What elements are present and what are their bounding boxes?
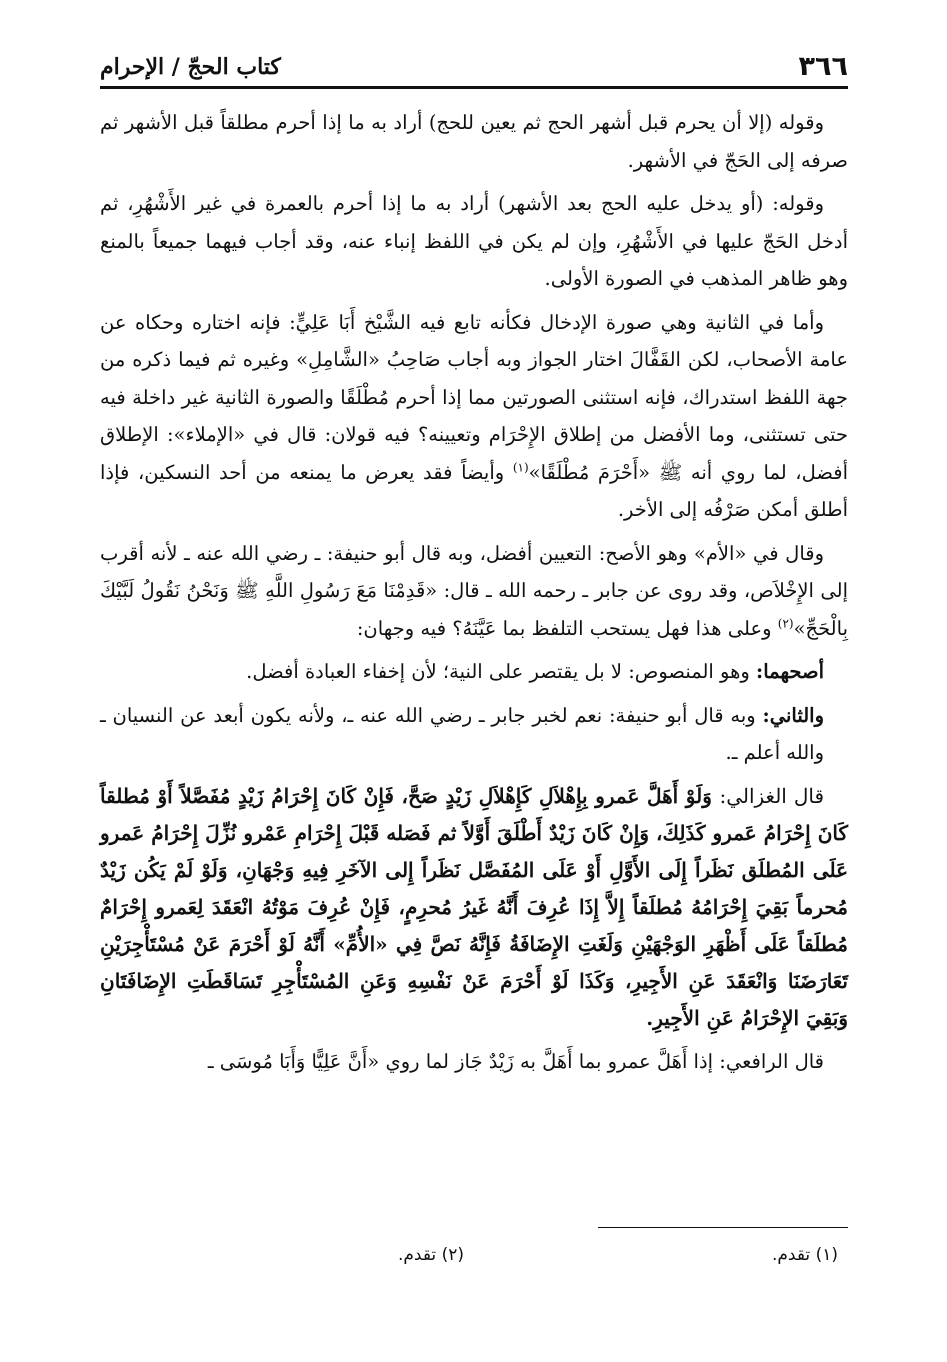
footnotes	[100, 1240, 848, 1270]
rafii-commentary-lead: قال الرافعي:	[719, 1049, 824, 1073]
page-number: ٣٦٦	[798, 51, 848, 82]
footnote-ref-1: (١)	[512, 460, 529, 474]
opinion-second-lead: والثاني:	[762, 703, 824, 727]
paragraph-3-text-b: وأيضاً فقد يعرض ما يمنعه من أحد النسكين، فإذا أطلق أمكن صَرْفُه إلى الأخر.	[100, 460, 848, 521]
ghazali-quote	[100, 778, 848, 1037]
running-title: كتاب الحجّ / الإحرام	[100, 54, 281, 80]
paragraph-4-text-a: وقال في «الأم» وهو الأصح: التعيين أفضل، وبه قال أبو حنيفة: ـ رضي الله عنه ـ لأنه أقرب إلى الإِخْلاَص، وقد روى عن جابر ـ رحمه الله ـ قال: «قَدِمْنَا مَعَ رَسُولِ اللَّهِ ﷺ وَنَحْنُ نَقُولُ لَبَّيْكَ بِالْحَجِّ»	[100, 541, 848, 640]
page-header	[100, 42, 848, 89]
opinion-second-text: وبه قال أبو حنيفة: نعم لخبر جابر ـ رضي الله عنه ـ، ولأنه يكون أبعد عن النسيان ـ والله أعلم ـ.	[100, 703, 824, 764]
footnote-ref-2: (٢)	[777, 616, 794, 630]
paragraph-1: وقوله (إلا أن يحرم قبل أشهر الحج ثم يعين للحج) أراد به ما إذا أحرم مطلقاً قبل الأشهر ثم صرفه إلى الحَجّ في الأشهر.	[100, 111, 848, 172]
main-text	[100, 104, 848, 1086]
footnote-divider	[598, 1227, 848, 1228]
opinion-second	[100, 697, 848, 772]
rafii-commentary	[100, 1043, 848, 1081]
footnote-1: (١) تقدم.	[771, 1245, 838, 1265]
paragraph-4	[100, 535, 848, 648]
opinion-first	[100, 653, 848, 691]
opinion-first-lead: أصحهما:	[756, 660, 824, 683]
ghazali-quote-text: وَلَوْ أَهَلَّ عَمرو بِإِهْلاَلِ كَإِهْلاَلِ زَيْدٍ صَحَّ، فَإِنْ كَانَ إِحْرَامُ زَيْدٍ مُفَصَّلاً أَوْ مُطلقاً كَانَ إِحْرَامُ عَمرو كَذَلِكَ، وَإِنْ كَانَ زَيْدٌ أَطْلَقَ أَوَّلاً ثم فَصَله قَبْلَ إِحْرَامِ عَمْرو نُزِّلَ إِحْرَامُ عَمرو عَلَى المُطلَق نَظَراً إِلَى الأَوَّلِ أَوْ عَلَى المُفَصَّل نَظَراً إِلى الآخَرِ فِيهِ وَجْهَانِ، وَلَوْ لَمْ يَكُن زَيْدٌ مُحرماً بَقِيَ إِحْرَامُهُ مُطلَقاً إِلاَّ إِذَا عُرِفَ أَنَّهُ غَيرُ مُحرِمٍ، فَإِنْ عُرِفَ مَوْتُهُ انْعَقَدَ لِعَمرو إِحْرَامٌ مُطلَقاً عَلَى أَظْهَرِ الوَجْهَيْنِ وَلَغَتِ الإِضَافَةُ فَإِنَّهُ نَصَّ فِي «الأُمِّ» أَنَّهُ لَوْ أَحْرَمَ عَنْ مُسْتَأْجِرَيْنِ تَعَارَضَنَا وَانْعَقَدَ عَنِ الأَجِيرِ، وَكَذَا لَوْ أَحْرَمَ عَنْ نَفْسِهِ وَعَنِ المُسْتَأْجِرِ تَسَاقَطَتِ الإِضَافَتَانِ وَبَقِيَ الإِحْرَامُ عَنِ الأَجِيرِ.	[100, 783, 848, 1030]
rafii-commentary-text: إذا أَهَلَّ عمرو بما أَهَلَّ به زَيْدٌ جَاز لما روي «أَنَّ عَلِيًّا وَأَبَا مُوسَى ـ	[207, 1049, 720, 1073]
paragraph-3	[100, 304, 848, 529]
opinion-first-text: وهو المنصوص: لا بل يقتصر على النية؛ لأن إخفاء العبادة أفضل.	[246, 660, 757, 683]
paragraph-2: وقوله: (أو يدخل عليه الحج بعد الأشهر) أراد به ما إذا أحرم بالعمرة في غير الأَشْهُرِ، ثم أدخل الحَجّ عليها في الأَشْهُرِ، وإن لم يكن في اللفظ إنباء عنه، وقد أجاب فيهما جميعاً بالمنع وهو ظاهر المذهب في الصورة الأولى.	[100, 192, 848, 290]
ghazali-quote-lead: قال الغزالي:	[719, 783, 824, 808]
paragraph-4-text-b: وعلى هذا فهل يستحب التلفظ بما عَيَّنَهُ؟ فيه وجهان:	[356, 616, 778, 640]
footnote-2: (٢) تقدم.	[397, 1245, 464, 1265]
paragraph-3-text-a: وأما في الثانية وهي صورة الإدخال فكأنه تابع فيه الشَّيْخ أَبَا عَلِيٍّ: فإنه اختاره وحكاه عن عامة الأصحاب، لكن القَفَّالَ اختار الجواز وبه أجاب صَاحِبُ «الشَّامِلِ» وغيره ثم فيما ذكره من جهة اللفظ استدراك، فإنه استثنى الصورتين مما إذا أحرم مُطْلَقًا والصورة الثانية غير داخلة فيه حتى تستثنى، وما الأفضل من إطلاق الإِحْرَام وتعيينه؟ فيه قولان: قال في «الإملاء»: الإطلاق أفضل، لما روي أنه ﷺ «أَحْرَمَ مُطْلَقًا»	[100, 310, 848, 484]
